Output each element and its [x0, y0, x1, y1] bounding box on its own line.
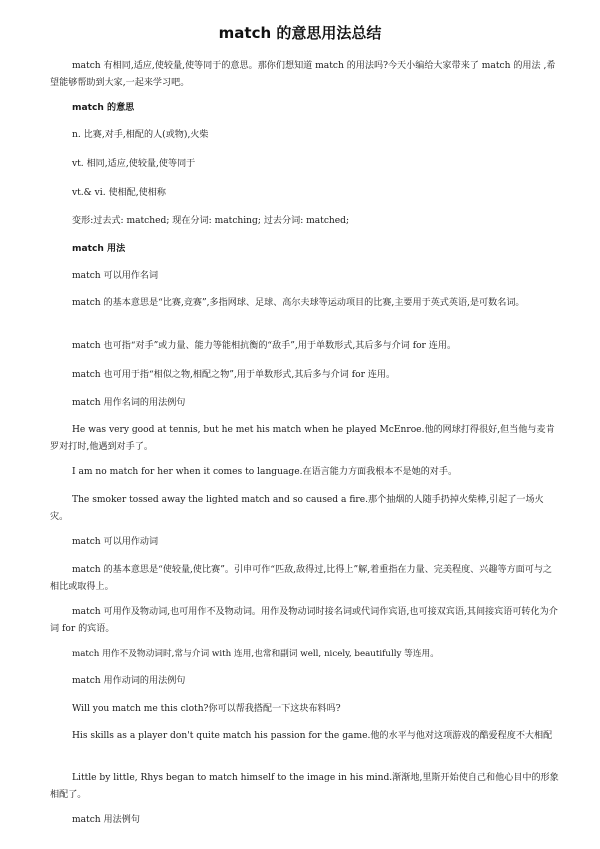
- meaning-forms: 变形:过去式: matched; 现在分词: matching; 过去分词: matched;: [72, 216, 350, 226]
- meaning-heading: match 的意思: [72, 103, 135, 113]
- verb-paragraph-3: match 用作不及物动词时,常与介词 with 连用,也常和副词 well, nicely, beautifully 等连用。: [72, 649, 439, 659]
- noun-subheading: match 可以用作名词: [72, 271, 159, 281]
- usage-heading: match 用法: [72, 244, 126, 254]
- noun-example-3: The smoker tossed away the lighted match and so caused a fire.那个抽烟的人随手扔掉火柴棒,引起了一场火灾。: [50, 495, 544, 522]
- verb-paragraph-2: match 可用作及物动词,也可用作不及物动词。用作及物动词时接名词或代词作宾语,也可接双宾语,其间接宾语可转化为介词 for 的宾语。: [50, 607, 558, 634]
- verb-examples-heading: match 用作动词的用法例句: [72, 676, 186, 686]
- noun-examples-heading: match 用作名词的用法例句: [72, 398, 186, 408]
- page-title: match 的意思用法总结: [218, 24, 382, 42]
- usage-examples-heading: match 用法例句: [72, 815, 140, 825]
- intro-paragraph: match 有相同,适应,使较量,使等同于的意思。那你们想知道 match 的用法吗?今天小编给大家带来了 match 的用法 ,希望能够帮助到大家,一起来学习吧。: [50, 61, 556, 88]
- noun-example-2: I am no match for her when it comes to language.在语言能力方面我根本不是她的对手。: [72, 467, 458, 477]
- verb-paragraph-1: match 的基本意思是“使较量,使比赛”。引申可作“匹敌,敌得过,比得上”解,着重指在力量、完美程度、兴趣等方面可与之相比或取得上。: [50, 565, 553, 592]
- noun-paragraph-3: match 也可用于指“相似之物,相配之物”,用于单数形式,其后多与介词 for 连用。: [72, 370, 396, 380]
- verb-example-3: Little by little, Rhys began to match himself to the image in his mind.渐渐地,里斯开始使自己和他心目中的形象相配了。: [50, 773, 559, 800]
- verb-example-2: His skills as a player don't quite match his passion for the game.他的水平与他对这项游戏的酷爱程度不大相配: [72, 731, 553, 741]
- noun-paragraph-1: match 的基本意思是“比赛,竞赛”,多指网球、足球、高尔夫球等运动项目的比赛,主要用于英式英语,是可数名词。: [72, 298, 525, 308]
- noun-example-1: He was very good at tennis, but he met his match when he played McEnroe.他的网球打得很好,但当他与麦肯罗对打时,他遇到对手了。: [50, 425, 555, 452]
- noun-paragraph-2: match 也可指“对手”或力量、能力等能相抗衡的“敌手”,用于单数形式,其后多与介词 for 连用。: [72, 341, 457, 351]
- meaning-vt: vt. 相同,适应,使较量,使等同于: [72, 159, 196, 169]
- meaning-noun: n. 比赛,对手,相配的人(或物),火柴: [72, 130, 209, 140]
- meaning-vt-vi: vt.& vi. 使相配,使相称: [72, 188, 166, 198]
- verb-example-1: Will you match me this cloth?你可以帮我搭配一下这块布料吗?: [72, 704, 341, 714]
- verb-subheading: match 可以用作动词: [72, 537, 159, 547]
